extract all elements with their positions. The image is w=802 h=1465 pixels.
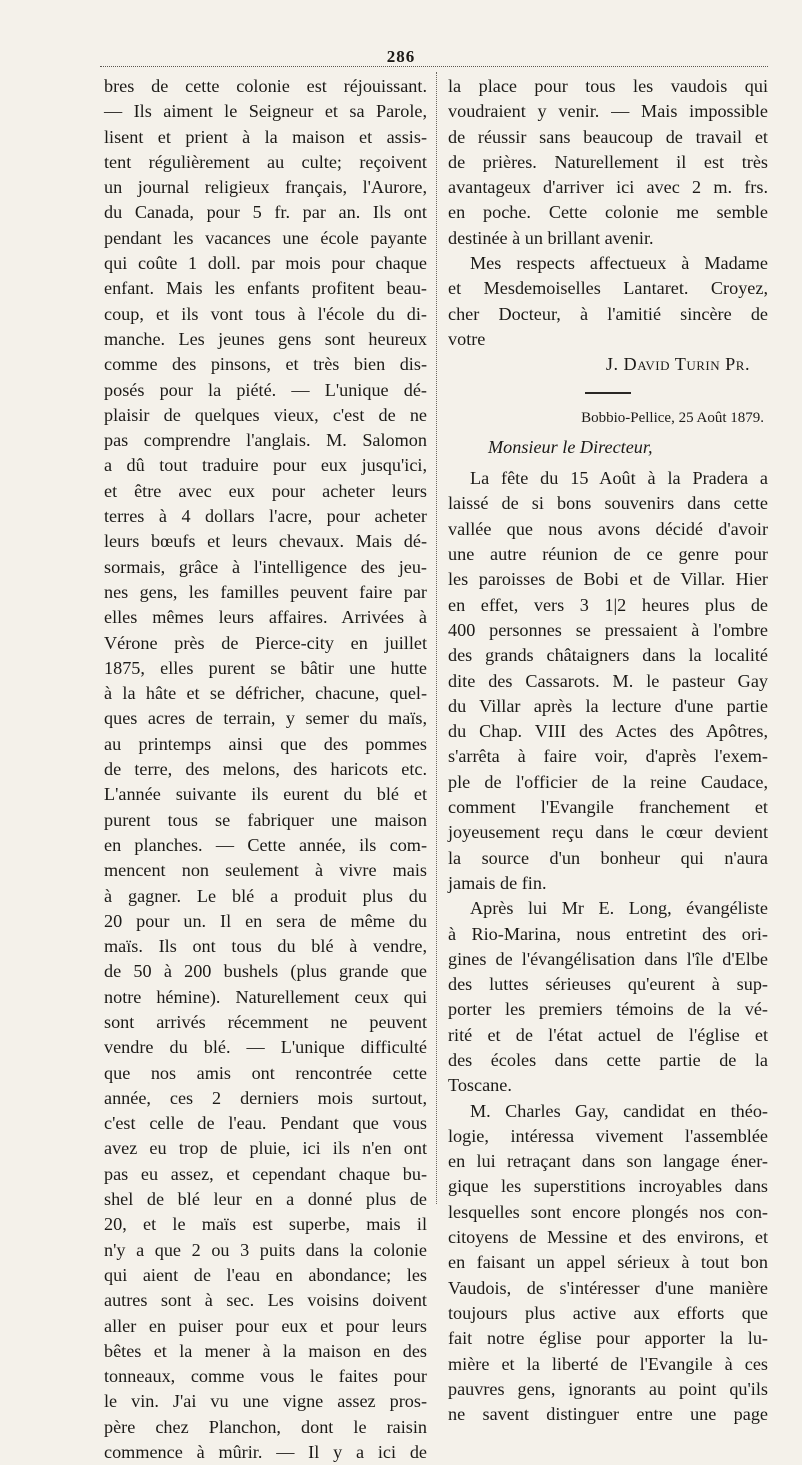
left-column bbox=[104, 74, 427, 1465]
text-line: comme des pinsons, et très bien dis- bbox=[104, 354, 427, 375]
text-line: joyeusement reçu dans le cœur devient bbox=[448, 822, 768, 843]
text-line: des écoles dans cette partie de la bbox=[448, 1049, 768, 1070]
paragraph-gay bbox=[448, 1099, 768, 1428]
text-line: shel de blé leur en a donné plus de bbox=[104, 1189, 427, 1210]
text-line: pauvres gens, ignorants au point qu'ils bbox=[448, 1378, 768, 1399]
text-line: ques acres de terrain, y semer du maïs, bbox=[104, 708, 427, 729]
text-line: c'est celle de l'eau. Pendant que vous bbox=[104, 1113, 427, 1134]
text-line: citoyens de Messine et des environs, et bbox=[448, 1227, 768, 1248]
text-line: rité et de l'état actuel de l'église et bbox=[448, 1024, 768, 1045]
text-line: père chez Planchon, dont le raisin bbox=[104, 1416, 427, 1437]
text-line: qui coûte 1 doll. par mois pour chaque bbox=[104, 253, 427, 274]
text-line: du Canada, pour 5 fr. par an. Ils ont bbox=[104, 202, 427, 223]
text-line: comment l'Evangile franchement et bbox=[448, 797, 768, 818]
text-line: voudraient y venir. — Mais impossible bbox=[448, 101, 768, 122]
text-line: a dû tout traduire pour eux jusqu'ici, bbox=[104, 455, 427, 476]
text-line: lesquelles sont encore plongés nos con- bbox=[448, 1201, 768, 1222]
text-line: les paroisses de Bobi et de Villar. Hier bbox=[448, 569, 768, 590]
text-line: ple de l'officier de la reine Caudace, bbox=[448, 771, 768, 792]
text-line: gines de l'évangélisation dans l'île d'Elbe bbox=[448, 948, 768, 969]
page-number: 286 bbox=[386, 47, 416, 66]
text-line: des luttes sérieuses qu'eurent à sup- bbox=[448, 974, 768, 995]
text-line: pas comprendre l'anglais. M. Salomon bbox=[104, 430, 427, 451]
text-line: Après lui Mr E. Long, évangéliste bbox=[470, 898, 768, 919]
text-line: des grands châtaigners dans la localité bbox=[448, 645, 768, 666]
column-divider bbox=[436, 72, 437, 1204]
text-line: à Rio-Marina, nous entretint des ori- bbox=[448, 923, 768, 944]
text-line: fait notre église pour apporter la lu- bbox=[448, 1328, 768, 1349]
text-line: La fête du 15 Août à la Pradera a bbox=[470, 468, 768, 489]
text-line: plaisir de quelques vieux, c'est de ne bbox=[104, 404, 427, 425]
text-line: de réussir sans beaucoup de travail et bbox=[448, 126, 768, 147]
text-line: commence à mûrir. — Il y a ici de bbox=[104, 1442, 427, 1463]
text-line: n'y a que 2 ou 3 puits dans la colonie bbox=[104, 1239, 427, 1260]
text-line: elles mêmes leurs affaires. Arrivées à bbox=[104, 607, 427, 628]
text-line: vallée que nous avons décidé d'avoir bbox=[448, 518, 768, 539]
text-line: coup, et ils vont tous à l'école du di- bbox=[104, 303, 427, 324]
text-line: en planches. — Cette année, ils com- bbox=[104, 834, 427, 855]
text-line: en effet, vers 3 1|2 heures plus de bbox=[448, 594, 768, 615]
left-column-text bbox=[104, 74, 427, 1465]
salutation: Monsieur le Directeur, bbox=[488, 436, 653, 457]
paragraph-long bbox=[448, 896, 768, 1098]
text-line: dite des Cassarots. M. le pasteur Gay bbox=[448, 670, 768, 691]
text-line: année, ces 2 derniers mois surtout, bbox=[104, 1087, 427, 1108]
text-line: nes gens, les familles peuvent faire par bbox=[104, 581, 427, 602]
text-line: manche. Les jeunes gens sont heureux bbox=[104, 328, 427, 349]
text-line: votre bbox=[448, 328, 486, 349]
text-line: la place pour tous les vaudois qui bbox=[448, 76, 768, 96]
text-line: — Ils aiment le Seigneur et sa Parole, bbox=[104, 101, 427, 122]
text-line: gique les superstitions incroyables dans bbox=[448, 1176, 768, 1197]
text-line: Mes respects affectueux à Madame bbox=[470, 253, 768, 274]
letter-ending-text bbox=[448, 74, 768, 251]
text-line: tent régulièrement au culte; reçoivent bbox=[104, 151, 427, 172]
text-line: en poche. Cette colonie me semble bbox=[448, 202, 768, 223]
text-line: ne savent distinguer entre une page bbox=[448, 1404, 768, 1425]
text-line: qui aient de l'eau en abondance; les bbox=[104, 1264, 427, 1285]
paragraph-pradera bbox=[448, 466, 768, 896]
header-rule bbox=[100, 66, 768, 67]
section-separator bbox=[585, 392, 631, 394]
text-line: à gagner. Le blé a produit plus du bbox=[104, 885, 427, 906]
text-line: porter les premiers témoins de la vé- bbox=[448, 999, 768, 1020]
text-line: au printemps ainsi que des pommes bbox=[104, 733, 427, 754]
right-column bbox=[448, 74, 768, 1427]
text-line: L'année suivante ils eurent du blé et bbox=[104, 784, 427, 805]
text-line: en faisant un appel sérieux à tout bon bbox=[448, 1252, 768, 1273]
text-line: pendant les vacances une école payante bbox=[104, 227, 427, 248]
text-line: avantageux d'arriver ici avec 2 m. frs. bbox=[448, 177, 768, 198]
text-line: terres à 4 dollars l'acre, pour acheter bbox=[104, 506, 427, 527]
text-line: de prières. Naturellement il est très bbox=[448, 151, 768, 172]
text-line: le vin. J'ai vu une vigne assez pros- bbox=[104, 1391, 427, 1412]
text-line: toujours plus active aux efforts que bbox=[448, 1302, 768, 1323]
text-line: une autre réunion de ce genre pour bbox=[448, 544, 768, 565]
text-line: de terre, des melons, des haricots etc. bbox=[104, 759, 427, 780]
text-line: et être avec eux pour acheter leurs bbox=[104, 480, 427, 501]
text-line: laissé de si bons souvenirs dans cette bbox=[448, 493, 768, 514]
text-line: de 50 à 200 bushels (plus grande que bbox=[104, 961, 427, 982]
text-line: bres de cette colonie est réjouissant. bbox=[104, 76, 427, 96]
text-line: logie, intéressa vivement l'assemblée bbox=[448, 1125, 768, 1146]
text-line: leurs bœufs et leurs chevaux. Mais dé- bbox=[104, 531, 427, 552]
text-line: que nos amis ont rencontrée cette bbox=[104, 1062, 427, 1083]
text-line: la source d'un bonheur qui n'aura bbox=[448, 847, 768, 868]
text-line: 20, et le maïs est superbe, mais il bbox=[104, 1214, 427, 1235]
text-line: autres sont à sec. Les voisins doivent bbox=[104, 1290, 427, 1311]
text-line: s'arrêta à faire voir, d'après l'exem- bbox=[448, 746, 768, 767]
text-line: M. Charles Gay, candidat en théo- bbox=[470, 1100, 768, 1121]
text-line: cher Docteur, à l'amitié sincère de bbox=[448, 303, 768, 324]
text-line: et Mesdemoiselles Lantaret. Croyez, bbox=[448, 278, 768, 299]
text-line: en lui retraçant dans son langage éner- bbox=[448, 1151, 768, 1172]
text-line: Toscane. bbox=[448, 1075, 512, 1096]
text-line: lisent et prient à la maison et assis- bbox=[104, 126, 427, 147]
text-line: du Villar après la lecture d'une partie bbox=[448, 695, 768, 716]
text-line: 400 personnes se pressaient à l'ombre bbox=[448, 619, 768, 640]
text-line: à la hâte et se défricher, chacune, quel- bbox=[104, 683, 427, 704]
text-line: enfant. Mais les enfants profitent beau- bbox=[104, 278, 427, 299]
text-line: un journal religieux français, l'Aurore, bbox=[104, 177, 427, 198]
text-line: du Chap. VIII des Actes des Apôtres, bbox=[448, 721, 768, 742]
text-line: tonneaux, comme vous le faites pour bbox=[104, 1366, 427, 1387]
text-line: Vaudois, de s'intéresser d'une manière bbox=[448, 1277, 768, 1298]
text-line: jamais de fin. bbox=[448, 872, 547, 893]
text-line: notre hémine). Naturellement ceux qui bbox=[104, 986, 427, 1007]
text-line: bêtes et la mener à la maison en des bbox=[104, 1340, 427, 1361]
text-line: 1875, elles purent se bâtir une hutte bbox=[104, 657, 427, 678]
text-line: sormais, grâce à l'intelligence des jeu- bbox=[104, 556, 427, 577]
text-line: pas eu assez, et cependant chaque bu- bbox=[104, 1163, 427, 1184]
text-line: Vérone près de Pierce-city en juillet bbox=[104, 632, 427, 653]
text-line: 20 pour un. Il en sera de même du bbox=[104, 910, 427, 931]
text-line: mencent non seulement à vivre mais bbox=[104, 860, 427, 881]
text-line: maïs. Ils ont tous du blé à vendre, bbox=[104, 936, 427, 957]
text-line: sont arrivés récemment ne peuvent bbox=[104, 1011, 427, 1032]
text-line: aller en puiser pour eux et pour leurs bbox=[104, 1315, 427, 1336]
dateline: Bobbio-Pellice, 25 Août 1879. bbox=[581, 409, 764, 426]
text-line: vendre du blé. — L'unique difficulté bbox=[104, 1037, 427, 1058]
closing-respects bbox=[448, 251, 768, 352]
text-line: posés pour la piété. — L'unique dé- bbox=[104, 379, 427, 400]
text-line: destinée à un brillant avenir. bbox=[448, 227, 654, 248]
text-line: avez eu trop de pluie, ici ils n'en ont bbox=[104, 1138, 427, 1159]
signature: J. David Turin Pr. bbox=[605, 354, 750, 375]
text-line: mière et la liberté de l'Evangile à ces bbox=[448, 1353, 768, 1374]
text-line: purent tous se fabriquer une maison bbox=[104, 809, 427, 830]
